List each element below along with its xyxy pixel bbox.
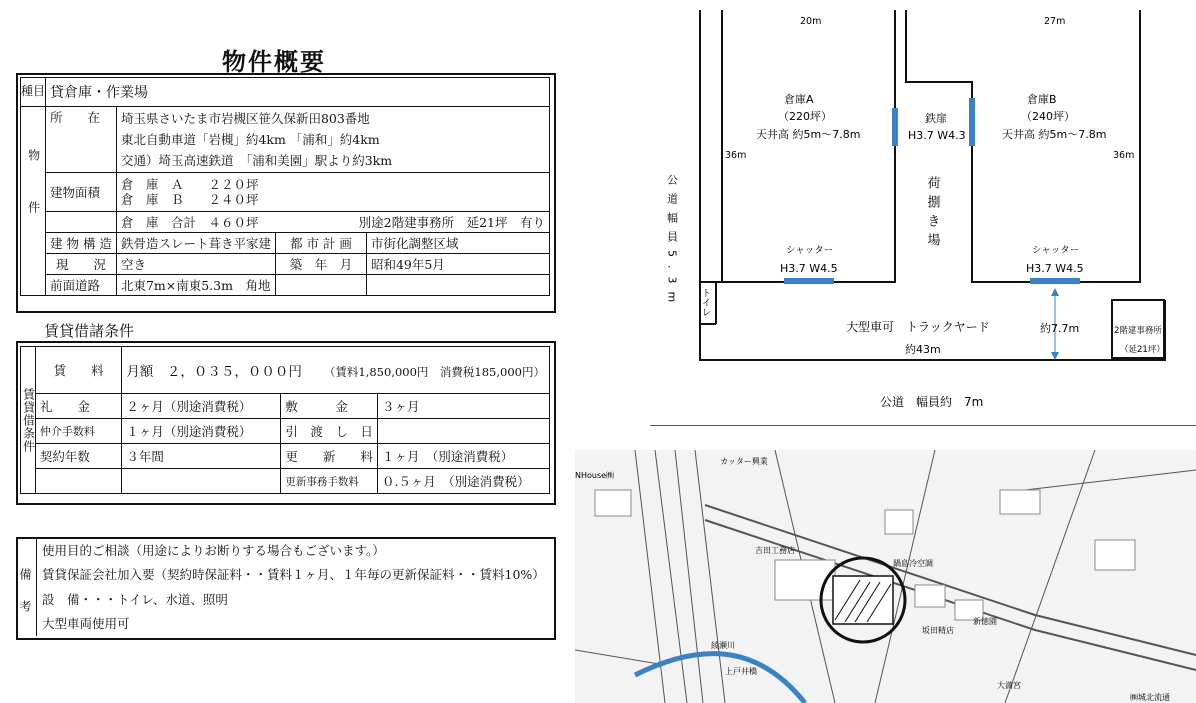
property-parcel	[833, 576, 893, 624]
toilet-label: トイレ	[699, 288, 711, 317]
iron-door-mark	[969, 98, 975, 146]
key-money-value: ２ヶ月（別途消費税）	[122, 394, 281, 419]
shutter-a-size: H3.7 W4.5	[780, 262, 838, 275]
front-road-label: 公道 幅員約 7m	[880, 395, 984, 409]
status-value: 空き	[116, 254, 275, 275]
area-line-b: 倉 庫 Ｂ ２４０坪	[120, 192, 259, 207]
road-blank-2	[366, 275, 549, 296]
built-label: 築 年 月	[275, 254, 366, 275]
office-size: （延21坪）	[1120, 345, 1165, 355]
shutter-b-label: シャッター	[1032, 245, 1080, 256]
iron-door-label: 鉄扉	[925, 112, 947, 125]
shutter-a-mark	[784, 278, 834, 284]
structure-value: 鉄骨造スレート葺き平家建	[116, 233, 275, 254]
location-line: 埼玉県さいたま市岩槻区笹久保新田803番地	[120, 111, 370, 126]
renewal-label: 更 新 料	[281, 444, 378, 469]
location-label: 所 在	[46, 107, 117, 173]
map-label: 吉田工務店	[755, 546, 795, 555]
term-label: 契約年数	[35, 444, 122, 469]
arrow-down-icon	[1051, 352, 1059, 360]
location-cell	[116, 107, 549, 173]
yard-width: 約43m	[905, 343, 941, 356]
built-value: 昭和49年5月	[366, 254, 549, 275]
road-label: 前面道路	[46, 275, 117, 296]
structure-label: 建 物 構 造	[46, 233, 117, 254]
warehouse-b-ceiling: 天井高 約5m～7.8m	[1002, 128, 1107, 141]
map-label: 大満宮	[997, 681, 1021, 690]
rent-value: 月額 ２，０３５，０００円	[126, 364, 302, 380]
broker-value: １ヶ月（別途消費税）	[122, 419, 281, 444]
status-label: 現 況	[46, 254, 117, 275]
yard-depth: 約7.7m	[1040, 322, 1080, 335]
area-blank	[46, 212, 117, 233]
rent-label: 賃 料	[35, 347, 122, 394]
map-label: NHouse㈱	[575, 471, 615, 480]
lease-group-label: 賃貸借条件	[21, 347, 36, 494]
lease-table	[20, 346, 550, 494]
map-building	[1000, 490, 1040, 514]
area-label: 建物面積	[46, 173, 117, 212]
warehouse-b-name: 倉庫B	[1027, 93, 1057, 106]
dim-a-width: 20m	[800, 16, 822, 27]
location-line: 交通）埼玉高速鉄道 「浦和美園」駅より約3km	[120, 153, 393, 168]
page-title: 物件概要	[222, 47, 326, 76]
map-label: カッター興業	[720, 457, 768, 466]
door-a-mark	[892, 108, 898, 146]
loading-area-label: 荷捌き場	[924, 176, 940, 252]
city-plan-label: 都 市 計 画	[275, 233, 366, 254]
warehouse-a-size: （220坪）	[778, 110, 832, 123]
dim-right-depth: 36m	[1113, 150, 1135, 161]
warehouse-b-wall	[906, 10, 1140, 282]
iron-door-size: H3.7 W4.3	[908, 129, 966, 142]
deposit-value: ３ヶ月	[377, 394, 549, 419]
dim-b-width: 27m	[1044, 16, 1066, 27]
renewal-value: １ヶ月 （別途消費税）	[377, 444, 549, 469]
rent-cell	[122, 347, 550, 394]
area-total: 倉 庫 合計 ４６０坪	[120, 215, 259, 230]
property-group-label: 物件	[21, 107, 46, 296]
remarks-label: 備考	[18, 568, 32, 632]
map-building	[885, 510, 913, 534]
map-label: 坂田精店	[922, 626, 954, 635]
area-total-cell	[116, 212, 549, 233]
shutter-b-size: H3.7 W4.5	[1026, 262, 1084, 275]
area-note: 別途2階建事務所 延21坪 有り	[358, 215, 545, 230]
warehouse-a-wall	[722, 10, 895, 282]
dim-left-depth: 36m	[725, 150, 747, 161]
map-label: 新徳園	[973, 617, 997, 626]
warehouse-a-name: 倉庫A	[784, 93, 814, 106]
map-label: 上戸井橋	[725, 667, 757, 676]
map-building	[915, 585, 945, 607]
shutter-b-mark	[1030, 278, 1080, 284]
renewal-admin-value: ０.５ヶ月 （別途消費税）	[377, 469, 549, 494]
map-label: ㈱城北流通	[1130, 693, 1170, 702]
lease-heading: 賃貸借諸条件	[44, 322, 135, 340]
remark-line: 大型車両使用可	[42, 616, 130, 631]
map-label: 綾瀬川	[711, 641, 735, 650]
broker-label: 仲介手数料	[35, 419, 122, 444]
warehouse-b-size: （240坪）	[1021, 110, 1075, 123]
truck-yard-label: 大型車可 トラックヤード	[846, 320, 990, 334]
side-road-label: 公道幅員5.3m	[665, 174, 679, 311]
map-building	[595, 490, 631, 516]
remark-line: 使用目的ご相談（用途によりお断りする場合もございます。）	[42, 543, 385, 558]
arrow-up-icon	[1051, 288, 1059, 296]
plan-divider-line	[650, 425, 1196, 426]
shutter-a-label: シャッター	[786, 245, 834, 256]
renewal-admin-blank-1	[35, 469, 122, 494]
kind-value: 貸倉庫・作業場	[46, 78, 550, 107]
road-blank-1	[275, 275, 366, 296]
remark-line: 設 備・・・トイレ、水道、照明	[42, 592, 228, 607]
renewal-admin-label: 更新事務手数料	[281, 469, 378, 494]
remark-line: 賃貸保証会社加入要（契約時保証料・・賃料１ヶ月、１年毎の更新保証料・・賃料10%）	[42, 567, 545, 582]
remarks-label-divider	[36, 539, 37, 636]
term-value: ３年間	[122, 444, 281, 469]
road-value: 北東7m×南東5.3m 角地	[116, 275, 275, 296]
rent-detail: （賃料1,850,000円 消費税185,000円）	[323, 365, 545, 379]
renewal-admin-blank-2	[122, 469, 281, 494]
warehouse-a-ceiling: 天井高 約5m～7.8m	[756, 128, 861, 141]
map-building	[1095, 540, 1135, 570]
area-line-a: 倉 庫 Ａ ２２０坪	[120, 177, 259, 192]
summary-table	[20, 77, 550, 296]
area-cell	[116, 173, 549, 212]
location-map	[575, 450, 1196, 703]
handover-value	[377, 419, 549, 444]
floor-plan	[660, 0, 1196, 420]
map-label: 鍋島冷空調	[893, 559, 933, 568]
handover-label: 引 渡 し 日	[281, 419, 378, 444]
deposit-label: 敷 金	[281, 394, 378, 419]
key-money-label: 礼 金	[35, 394, 122, 419]
location-line: 東北自動車道「岩槻」約4km 「浦和」約4km	[120, 132, 380, 147]
kind-label: 種目	[21, 78, 46, 107]
city-plan-value: 市街化調整区域	[366, 233, 549, 254]
office-label: 2階建事務所	[1114, 326, 1162, 336]
